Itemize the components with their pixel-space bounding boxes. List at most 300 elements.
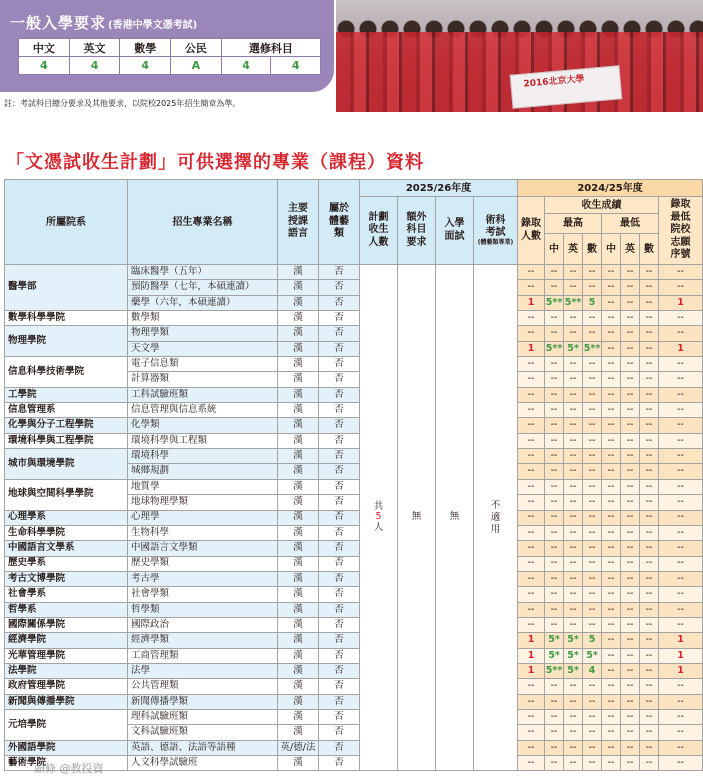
- low-cn-cell: --: [602, 449, 621, 464]
- table-row: [5, 648, 703, 663]
- high-math-cell: --: [583, 740, 602, 755]
- faculty-cell: 環境科學與工程學院: [5, 433, 128, 448]
- high-math-cell: --: [583, 571, 602, 586]
- program-cell: 心理學: [128, 510, 278, 525]
- min-choice-cell: --: [659, 403, 703, 418]
- low-math-cell: --: [640, 311, 659, 326]
- high-cn-cell: --: [545, 694, 564, 709]
- low-en-cell: --: [621, 280, 640, 295]
- low-cn-cell: --: [602, 433, 621, 448]
- min-choice-cell: --: [659, 311, 703, 326]
- table-row: [5, 602, 703, 617]
- header-low: 最低: [602, 214, 659, 234]
- program-cell: 天文學: [128, 341, 278, 356]
- low-math-cell: --: [640, 756, 659, 771]
- min-choice-cell: --: [659, 587, 703, 602]
- admit-count-cell: --: [518, 387, 545, 402]
- admit-count-cell: --: [518, 709, 545, 724]
- header-min-choice-text: 錄取最低院校志願序號: [670, 199, 691, 261]
- high-math-cell: --: [583, 679, 602, 694]
- low-cn-cell: --: [602, 372, 621, 387]
- min-choice-cell: --: [659, 541, 703, 556]
- high-math-cell: --: [583, 495, 602, 510]
- high-math-cell: --: [583, 602, 602, 617]
- admit-count-cell: --: [518, 495, 545, 510]
- low-cn-cell: --: [602, 556, 621, 571]
- plan-prefix: 共: [373, 501, 384, 513]
- arts-cell: 否: [319, 679, 360, 694]
- low-en-cell: --: [621, 587, 640, 602]
- table-row: [5, 403, 703, 418]
- requirements-title: [10, 12, 197, 33]
- footnote: 註：考試科目總分要求及其他要求，以院校2025年招生簡章為準。: [4, 99, 241, 108]
- section-title: 「文憑試收生計劃」可供選擇的專業（課程）資料: [6, 152, 424, 173]
- language-cell: 漢: [278, 418, 319, 433]
- low-cn-cell: --: [602, 525, 621, 540]
- high-en-cell: --: [564, 694, 583, 709]
- admit-count-cell: --: [518, 464, 545, 479]
- table-row: [5, 740, 703, 755]
- high-cn-cell: --: [545, 418, 564, 433]
- low-en-cell: --: [621, 372, 640, 387]
- high-en-cell: --: [564, 418, 583, 433]
- low-math-cell: --: [640, 418, 659, 433]
- high-math-cell: --: [583, 433, 602, 448]
- admit-count-cell: --: [518, 403, 545, 418]
- low-math-cell: --: [640, 617, 659, 632]
- low-en-cell: --: [621, 694, 640, 709]
- low-en-cell: --: [621, 648, 640, 663]
- table-row: [5, 449, 703, 464]
- low-cn-cell: --: [602, 541, 621, 556]
- arts-cell: 否: [319, 663, 360, 678]
- high-cn-cell: --: [545, 280, 564, 295]
- language-cell: 漢: [278, 295, 319, 310]
- high-en-cell: 5**: [564, 295, 583, 310]
- arts-cell: 否: [319, 740, 360, 755]
- high-en-cell: --: [564, 449, 583, 464]
- header-high-math: 數: [583, 234, 602, 265]
- low-en-cell: --: [621, 679, 640, 694]
- high-en-cell: 5*: [564, 648, 583, 663]
- table-body: [5, 265, 703, 771]
- language-cell: 漢: [278, 479, 319, 494]
- high-math-cell: --: [583, 418, 602, 433]
- req-value-elective-2: 4: [271, 57, 321, 75]
- program-cell: 理科試驗班類: [128, 709, 278, 724]
- admit-count-cell: --: [518, 725, 545, 740]
- faculty-cell: 醫學部: [5, 265, 128, 311]
- faculty-cell: 藝術學院: [5, 756, 128, 771]
- arts-cell: 否: [319, 556, 360, 571]
- high-cn-cell: --: [545, 571, 564, 586]
- admit-count-cell: --: [518, 756, 545, 771]
- admit-count-cell: --: [518, 510, 545, 525]
- high-cn-cell: --: [545, 357, 564, 372]
- program-cell: 生物科學: [128, 525, 278, 540]
- arts-cell: 否: [319, 510, 360, 525]
- language-cell: 漢: [278, 464, 319, 479]
- low-cn-cell: --: [602, 694, 621, 709]
- low-cn-cell: --: [602, 679, 621, 694]
- arts-cell: 否: [319, 464, 360, 479]
- header-skill-sub: (體藝類專業): [477, 238, 514, 246]
- interview-cell: 無: [436, 265, 474, 771]
- high-cn-cell: --: [545, 449, 564, 464]
- low-math-cell: --: [640, 295, 659, 310]
- arts-cell: 否: [319, 372, 360, 387]
- language-cell: 漢: [278, 510, 319, 525]
- table-row: [5, 357, 703, 372]
- min-choice-cell: 1: [659, 341, 703, 356]
- admit-count-cell: --: [518, 479, 545, 494]
- faculty-cell: 光華管理學院: [5, 648, 128, 663]
- program-cell: 英語、德語、法語等語種: [128, 740, 278, 755]
- req-header-citizenship: 公民: [171, 39, 222, 57]
- low-math-cell: --: [640, 479, 659, 494]
- min-choice-cell: --: [659, 418, 703, 433]
- header-extra: [398, 197, 436, 265]
- high-math-cell: --: [583, 725, 602, 740]
- low-math-cell: --: [640, 510, 659, 525]
- low-math-cell: --: [640, 372, 659, 387]
- header-low-cn: 中: [602, 234, 621, 265]
- low-math-cell: --: [640, 663, 659, 678]
- table-row: [5, 633, 703, 648]
- low-cn-cell: --: [602, 326, 621, 341]
- arts-cell: 否: [319, 433, 360, 448]
- language-cell: 漢: [278, 679, 319, 694]
- requirements-value-row: [19, 57, 321, 75]
- requirements-subtitle: (香港中學文憑考試): [108, 20, 198, 31]
- low-math-cell: --: [640, 403, 659, 418]
- header-plan: [360, 197, 398, 265]
- high-math-cell: --: [583, 464, 602, 479]
- req-header-chinese: 中文: [19, 39, 70, 57]
- program-cell: 新聞傳播學類: [128, 694, 278, 709]
- low-en-cell: --: [621, 357, 640, 372]
- high-en-cell: --: [564, 403, 583, 418]
- table-row: [5, 541, 703, 556]
- program-cell: 臨床醫學（五年）: [128, 265, 278, 280]
- high-math-cell: --: [583, 387, 602, 402]
- arts-cell: 否: [319, 602, 360, 617]
- arts-cell: 否: [319, 633, 360, 648]
- header-plan-text: 計劃收生人數: [368, 211, 389, 248]
- low-en-cell: --: [621, 418, 640, 433]
- admit-count-cell: --: [518, 556, 545, 571]
- high-en-cell: --: [564, 357, 583, 372]
- low-cn-cell: --: [602, 495, 621, 510]
- language-cell: 漢: [278, 387, 319, 402]
- header-high-cn: 中: [545, 234, 564, 265]
- min-choice-cell: --: [659, 372, 703, 387]
- header-high-en: 英: [564, 234, 583, 265]
- low-en-cell: --: [621, 602, 640, 617]
- program-cell: 預防醫學（七年，本碩連讀）: [128, 280, 278, 295]
- min-choice-cell: 1: [659, 633, 703, 648]
- low-cn-cell: --: [602, 756, 621, 771]
- low-math-cell: --: [640, 326, 659, 341]
- table-row: [5, 418, 703, 433]
- language-cell: 漢: [278, 571, 319, 586]
- program-cell: 地質學: [128, 479, 278, 494]
- header-language: [278, 180, 319, 265]
- header-low-en: 英: [621, 234, 640, 265]
- table-row: [5, 571, 703, 586]
- low-en-cell: --: [621, 295, 640, 310]
- low-cn-cell: --: [602, 341, 621, 356]
- req-header-electives: 選修科目: [221, 39, 320, 57]
- skill-test-cell: [474, 265, 518, 771]
- faculty-cell: 政府管理學院: [5, 679, 128, 694]
- high-cn-cell: 5**: [545, 295, 564, 310]
- plan-quota-cell: [360, 265, 398, 771]
- high-cn-cell: 5**: [545, 663, 564, 678]
- faculty-cell: 生命科學學院: [5, 525, 128, 540]
- admit-count-cell: --: [518, 311, 545, 326]
- low-en-cell: --: [621, 556, 640, 571]
- high-math-cell: --: [583, 556, 602, 571]
- requirements-title-text: 一般入學要求: [10, 14, 107, 32]
- low-math-cell: --: [640, 648, 659, 663]
- req-value-citizenship: A: [171, 57, 222, 75]
- faculty-cell: 信息管理系: [5, 403, 128, 418]
- low-math-cell: --: [640, 357, 659, 372]
- arts-cell: 否: [319, 341, 360, 356]
- program-cell: 社會學類: [128, 587, 278, 602]
- high-cn-cell: --: [545, 387, 564, 402]
- low-math-cell: --: [640, 495, 659, 510]
- min-choice-cell: --: [659, 464, 703, 479]
- program-cell: 計算器類: [128, 372, 278, 387]
- header-interview: [436, 197, 474, 265]
- table-row: [5, 433, 703, 448]
- min-choice-cell: 1: [659, 295, 703, 310]
- low-math-cell: --: [640, 694, 659, 709]
- high-en-cell: --: [564, 740, 583, 755]
- program-cell: 城鄉規劃: [128, 464, 278, 479]
- faculty-cell: 城市與環境學院: [5, 449, 128, 480]
- requirements-header-row: [19, 39, 321, 57]
- program-cell: 數學類: [128, 311, 278, 326]
- table-row: [5, 709, 703, 724]
- extra-requirement-cell: 無: [398, 265, 436, 771]
- min-choice-cell: 1: [659, 648, 703, 663]
- low-en-cell: --: [621, 571, 640, 586]
- language-cell: 漢: [278, 556, 319, 571]
- admit-count-cell: --: [518, 571, 545, 586]
- arts-cell: 否: [319, 709, 360, 724]
- requirements-table: [18, 38, 321, 75]
- admit-count-cell: 1: [518, 341, 545, 356]
- header-program: 招生專業名稱: [128, 180, 278, 265]
- high-en-cell: --: [564, 587, 583, 602]
- arts-cell: 否: [319, 418, 360, 433]
- high-en-cell: --: [564, 372, 583, 387]
- high-en-cell: --: [564, 725, 583, 740]
- low-math-cell: --: [640, 341, 659, 356]
- high-en-cell: --: [564, 556, 583, 571]
- general-requirements-panel: [0, 0, 334, 92]
- high-cn-cell: 5**: [545, 341, 564, 356]
- language-cell: 漢: [278, 372, 319, 387]
- high-cn-cell: 5*: [545, 633, 564, 648]
- high-en-cell: --: [564, 495, 583, 510]
- language-cell: 漢: [278, 541, 319, 556]
- high-en-cell: --: [564, 756, 583, 771]
- high-math-cell: --: [583, 541, 602, 556]
- min-choice-cell: --: [659, 449, 703, 464]
- low-en-cell: --: [621, 756, 640, 771]
- arts-cell: 否: [319, 725, 360, 740]
- admit-count-cell: --: [518, 418, 545, 433]
- high-en-cell: --: [564, 709, 583, 724]
- program-cell: 工商管理類: [128, 648, 278, 663]
- low-math-cell: --: [640, 464, 659, 479]
- high-en-cell: 5*: [564, 663, 583, 678]
- admit-count-cell: --: [518, 357, 545, 372]
- low-en-cell: --: [621, 495, 640, 510]
- low-cn-cell: --: [602, 387, 621, 402]
- high-math-cell: --: [583, 617, 602, 632]
- low-math-cell: --: [640, 709, 659, 724]
- header-year-2024: 2024/25年度: [518, 180, 703, 197]
- arts-cell: 否: [319, 311, 360, 326]
- min-choice-cell: --: [659, 326, 703, 341]
- low-math-cell: --: [640, 449, 659, 464]
- table-row: [5, 694, 703, 709]
- high-math-cell: --: [583, 694, 602, 709]
- min-choice-cell: --: [659, 357, 703, 372]
- req-value-math: 4: [120, 57, 171, 75]
- table-row: [5, 479, 703, 494]
- low-cn-cell: --: [602, 510, 621, 525]
- high-math-cell: 5**: [583, 341, 602, 356]
- min-choice-cell: --: [659, 387, 703, 402]
- min-choice-cell: --: [659, 756, 703, 771]
- low-cn-cell: --: [602, 464, 621, 479]
- high-en-cell: --: [564, 617, 583, 632]
- header-language-text: 主要授課語言: [288, 203, 308, 240]
- group-photo: [336, 0, 703, 112]
- high-math-cell: --: [583, 587, 602, 602]
- table-header: [5, 180, 703, 265]
- min-choice-cell: --: [659, 510, 703, 525]
- high-cn-cell: 5*: [545, 648, 564, 663]
- language-cell: 漢: [278, 357, 319, 372]
- high-math-cell: --: [583, 403, 602, 418]
- arts-cell: 否: [319, 326, 360, 341]
- admit-count-cell: --: [518, 265, 545, 280]
- faculty-cell: 哲學系: [5, 602, 128, 617]
- high-cn-cell: --: [545, 326, 564, 341]
- arts-cell: 否: [319, 541, 360, 556]
- arts-cell: 否: [319, 295, 360, 310]
- table-row: [5, 311, 703, 326]
- low-en-cell: --: [621, 387, 640, 402]
- header-low-math: 數: [640, 234, 659, 265]
- high-math-cell: 5: [583, 633, 602, 648]
- program-cell: 考古學: [128, 571, 278, 586]
- high-en-cell: --: [564, 571, 583, 586]
- high-cn-cell: --: [545, 725, 564, 740]
- language-cell: 漢: [278, 495, 319, 510]
- low-en-cell: --: [621, 341, 640, 356]
- low-cn-cell: --: [602, 571, 621, 586]
- plan-suffix: 人: [373, 521, 384, 533]
- admit-count-cell: --: [518, 372, 545, 387]
- admit-count-cell: --: [518, 587, 545, 602]
- high-math-cell: 4: [583, 663, 602, 678]
- program-cell: 中國語言文學類: [128, 541, 278, 556]
- low-en-cell: --: [621, 265, 640, 280]
- low-en-cell: --: [621, 449, 640, 464]
- req-value-elective-1: 4: [221, 57, 271, 75]
- header-faculty: 所屬院系: [5, 180, 128, 265]
- admit-count-cell: 1: [518, 648, 545, 663]
- min-choice-cell: --: [659, 602, 703, 617]
- high-math-cell: --: [583, 311, 602, 326]
- high-en-cell: --: [564, 602, 583, 617]
- high-cn-cell: --: [545, 464, 564, 479]
- language-cell: 漢: [278, 433, 319, 448]
- low-math-cell: --: [640, 602, 659, 617]
- language-cell: 漢: [278, 341, 319, 356]
- low-math-cell: --: [640, 571, 659, 586]
- faculty-cell: 數學科學學院: [5, 311, 128, 326]
- faculty-cell: 工學院: [5, 387, 128, 402]
- photo-banner-text: 2016北京大學: [523, 74, 585, 90]
- low-math-cell: --: [640, 525, 659, 540]
- admit-count-cell: 1: [518, 663, 545, 678]
- low-math-cell: --: [640, 679, 659, 694]
- low-en-cell: --: [621, 617, 640, 632]
- program-cell: 法學: [128, 663, 278, 678]
- low-cn-cell: --: [602, 633, 621, 648]
- skill-test-text: 不適用: [490, 499, 501, 535]
- program-cell: 環境科學與工程類: [128, 433, 278, 448]
- admit-count-cell: --: [518, 525, 545, 540]
- arts-cell: 否: [319, 525, 360, 540]
- min-choice-cell: --: [659, 495, 703, 510]
- high-en-cell: --: [564, 541, 583, 556]
- low-cn-cell: --: [602, 418, 621, 433]
- high-cn-cell: --: [545, 709, 564, 724]
- arts-cell: 否: [319, 357, 360, 372]
- arts-cell: 否: [319, 265, 360, 280]
- language-cell: 漢: [278, 602, 319, 617]
- arts-cell: 否: [319, 479, 360, 494]
- arts-cell: 否: [319, 694, 360, 709]
- faculty-cell: 社會學系: [5, 587, 128, 602]
- low-cn-cell: --: [602, 587, 621, 602]
- low-cn-cell: --: [602, 280, 621, 295]
- high-en-cell: --: [564, 265, 583, 280]
- min-choice-cell: --: [659, 709, 703, 724]
- low-en-cell: --: [621, 464, 640, 479]
- high-cn-cell: --: [545, 479, 564, 494]
- req-value-english: 4: [69, 57, 120, 75]
- language-cell: 漢: [278, 633, 319, 648]
- high-math-cell: --: [583, 479, 602, 494]
- faculty-cell: 外國語學院: [5, 740, 128, 755]
- faculty-cell: 化學與分子工程學院: [5, 418, 128, 433]
- arts-cell: 否: [319, 387, 360, 402]
- arts-cell: 否: [319, 280, 360, 295]
- min-choice-cell: --: [659, 617, 703, 632]
- high-math-cell: 5: [583, 295, 602, 310]
